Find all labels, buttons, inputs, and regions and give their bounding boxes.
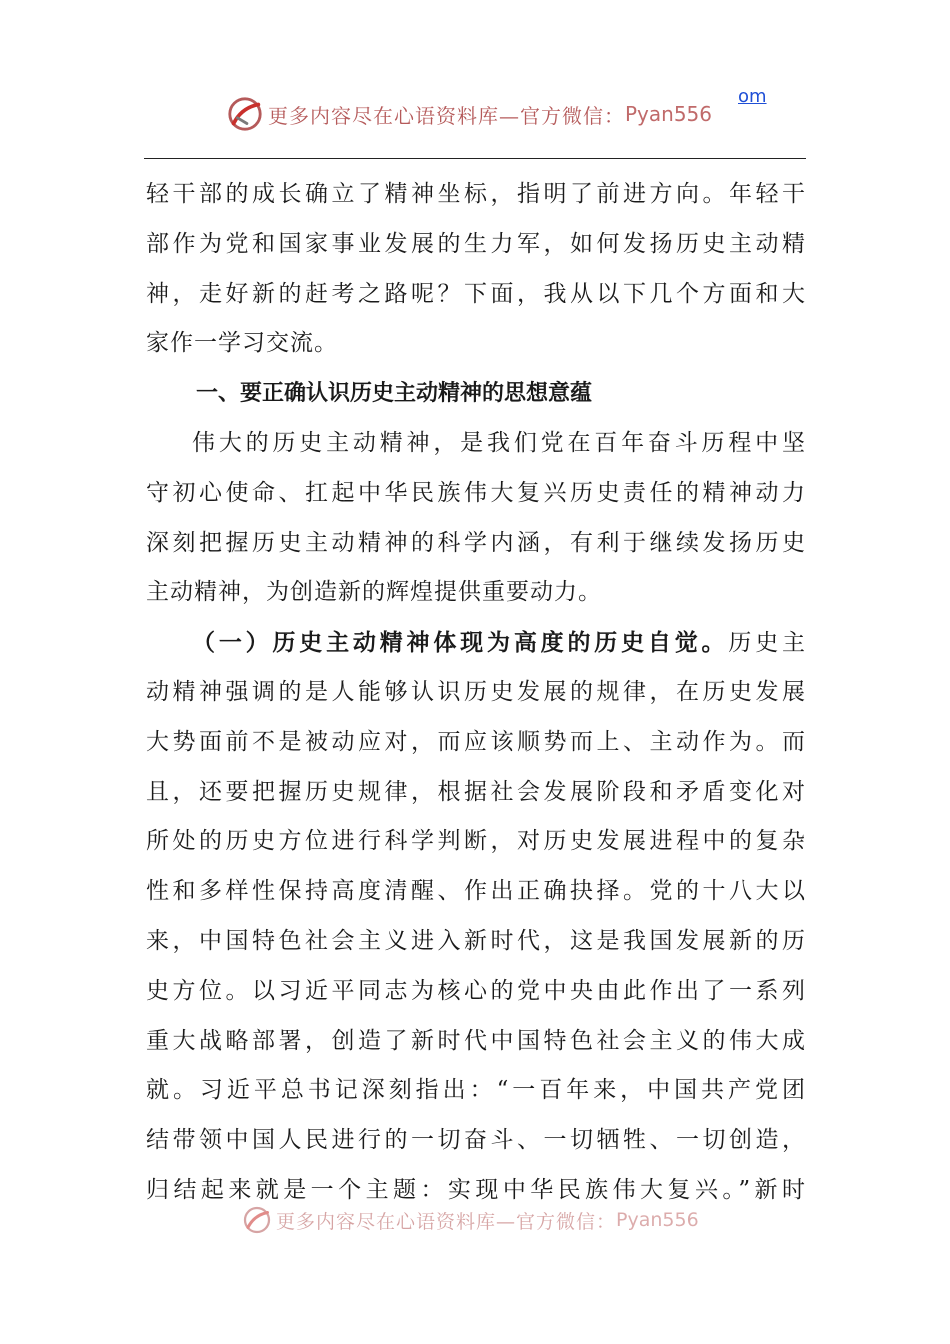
watermark-text: 更多内容尽在心语资料库—官方微信：: [268, 103, 625, 128]
text-line: 主动精神，为创造新的辉煌提供重要动力。: [146, 579, 602, 606]
subsection-line: [146, 618, 806, 668]
text-line: 且，还要把握历史规律，根据社会发展阶段和矛盾变化对: [146, 778, 806, 805]
watermark-id: Pyan556: [616, 1209, 699, 1231]
logo-icon: [226, 95, 264, 133]
footer-watermark: [242, 1202, 699, 1238]
text-line: 大势面前不是被动应对，而应该顺势而上、主动作为。而: [146, 728, 806, 755]
text-line: 来，中国特色社会主义进入新时代，这是我国发展新的历: [146, 927, 806, 954]
text-line: 结带领中国人民进行的一切奋斗、一切牺牲、一切创造，: [146, 1127, 806, 1154]
text-line: 归结起来就是一个主题：实现中华民族伟大复兴。”新时: [146, 1176, 806, 1203]
text-line: 重大战略部署，创造了新时代中国特色社会主义的伟大成: [146, 1027, 806, 1054]
text-line: 性和多样性保持高度清醒、作出正确抉择。党的十八大以: [146, 878, 806, 905]
subsection-title: （一）历史主动精神体现为高度的历史自觉。: [192, 629, 729, 657]
watermark-id: Pyan556: [625, 102, 713, 126]
text-line: 守初心使命、扛起中华民族伟大复兴历史责任的精神动力: [146, 479, 806, 506]
section-heading: 一、要正确认识历史主动精神的思想意蕴: [196, 381, 593, 407]
text-line: 史方位。以习近平同志为核心的党中央由此作出了一系列: [146, 977, 806, 1004]
text-line: 动精神强调的是人能够认识历史发展的规律，在历史发展: [146, 678, 806, 705]
url-link[interactable]: om: [738, 86, 767, 107]
text-line: 神，走好新的赶考之路呢？下面，我从以下几个方面和大: [146, 280, 806, 307]
text-line: 就。习近平总书记深刻指出：“一百年来，中国共产党团: [146, 1077, 806, 1104]
text-line: 深刻把握历史主动精神的科学内涵，有利于继续发扬历史: [146, 529, 806, 556]
subsection-lead: 历史主: [728, 630, 806, 657]
text-line: 伟大的历史主动精神，是我们党在百年奋斗历程中坚: [192, 429, 806, 456]
document-body: [146, 170, 806, 1216]
text-line: 家作一学习交流。: [146, 330, 338, 357]
header-divider: [144, 158, 806, 159]
text-line: 轻干部的成长确立了精神坐标，指明了前进方向。年轻干: [146, 181, 806, 207]
logo-icon: [242, 1205, 272, 1235]
text-line: 所处的历史方位进行科学判断，对历史发展进程中的复杂: [146, 828, 806, 855]
header-watermark: [226, 92, 786, 136]
text-line: 部作为党和国家事业发展的生力军，如何发扬历史主动精: [146, 230, 806, 257]
watermark-text: 更多内容尽在心语资料库—官方微信：: [276, 1210, 617, 1233]
